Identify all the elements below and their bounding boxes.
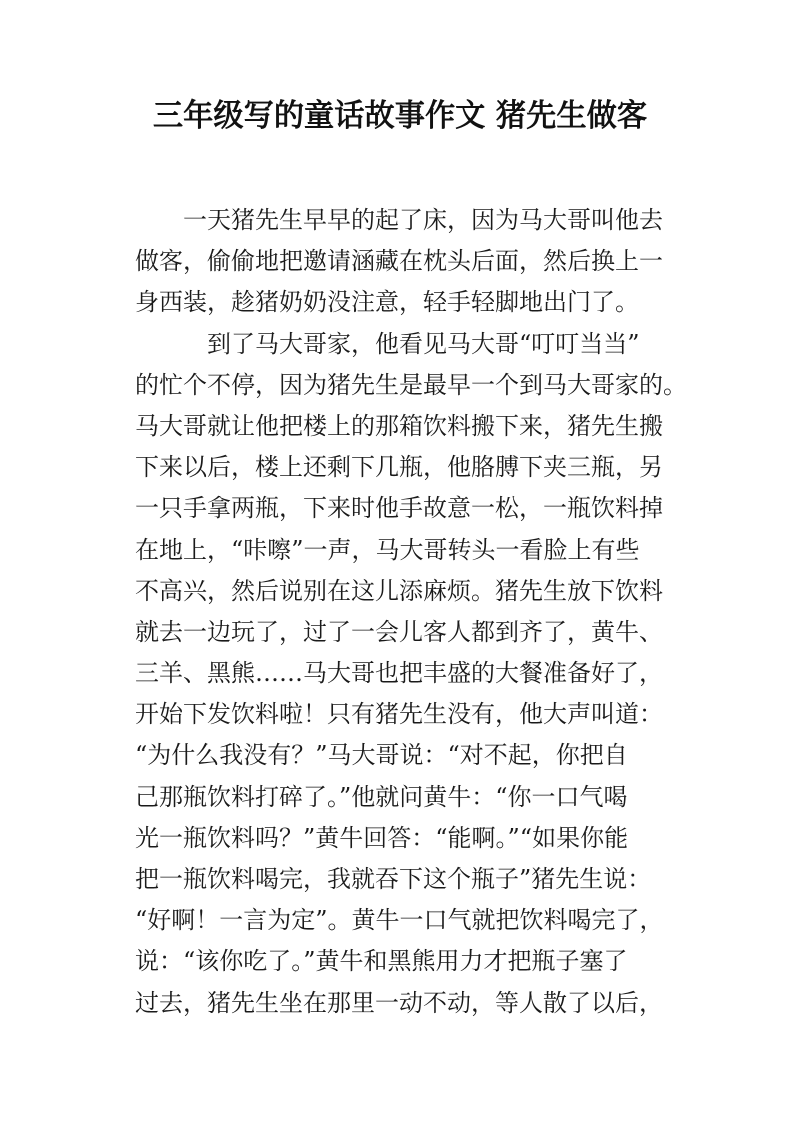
paragraph-line: 把一瓶饮料喝完，我就吞下这个瓶子”猪先生说： bbox=[135, 865, 652, 893]
paragraph-line: “好啊！一言为定”。黄牛一口气就把饮料喝完了， bbox=[135, 906, 664, 935]
paragraph-line: 一只手拿两瓶，下来时他手故意一松，一瓶饮料掉 bbox=[135, 494, 663, 523]
paragraph-line: 做客，偷偷地把邀请涵藏在枕头后面，然后换上一 bbox=[135, 247, 663, 276]
document-title: 三年级写的童话故事作文 猪先生做客 bbox=[152, 98, 648, 134]
paragraph-line: 开始下发饮料啦！只有猪先生没有，他大声叫道： bbox=[135, 700, 663, 729]
paragraph-line: 到了马大哥家，他看见马大哥“叮叮当当” bbox=[207, 329, 640, 358]
paragraph-line: 马大哥就让他把楼上的那箱饮料搬下来，猪先生搬 bbox=[135, 411, 663, 440]
paragraph-line: “为什么我没有？”马大哥说：“对不起，你把自 bbox=[135, 741, 628, 770]
paragraph-line: 己那瓶饮料打碎了。”他就问黄牛：“你一口气喝 bbox=[135, 782, 628, 811]
paragraph-line: 下来以后，楼上还剩下几瓶，他胳膊下夹三瓶，另 bbox=[135, 453, 663, 482]
paragraph-line: 一天猪先生早早的起了床，因为马大哥叫他去 bbox=[183, 206, 663, 234]
paragraph-line: 不高兴，然后说别在这儿添麻烦。猪先生放下饮料 bbox=[135, 576, 663, 605]
paragraph-line: 光一瓶饮料吗？”黄牛回答：“能啊。”“如果你能 bbox=[135, 823, 629, 852]
paragraph-line: 就去一边玩了，过了一会儿客人都到齐了，黄牛、 bbox=[135, 617, 663, 646]
paragraph-line: 说：“该你吃了。”黄牛和黑熊用力才把瓶子塞了 bbox=[135, 947, 628, 976]
document-body bbox=[135, 200, 687, 1024]
paragraph-line: 过去，猪先生坐在那里一动不动，等人散了以后， bbox=[135, 988, 663, 1017]
paragraph-line: 三羊、黑熊……马大哥也把丰盛的大餐准备好了， bbox=[135, 659, 663, 688]
paragraph-line: 的忙个不停，因为猪先生是最早一个到马大哥家的。 bbox=[135, 370, 687, 399]
paragraph-line: 在地上，“咔嚓”一声，马大哥转头一看脸上有些 bbox=[135, 535, 640, 564]
paragraph-line: 身西装，趁猪奶奶没注意，轻手轻脚地出门了。 bbox=[135, 288, 639, 317]
